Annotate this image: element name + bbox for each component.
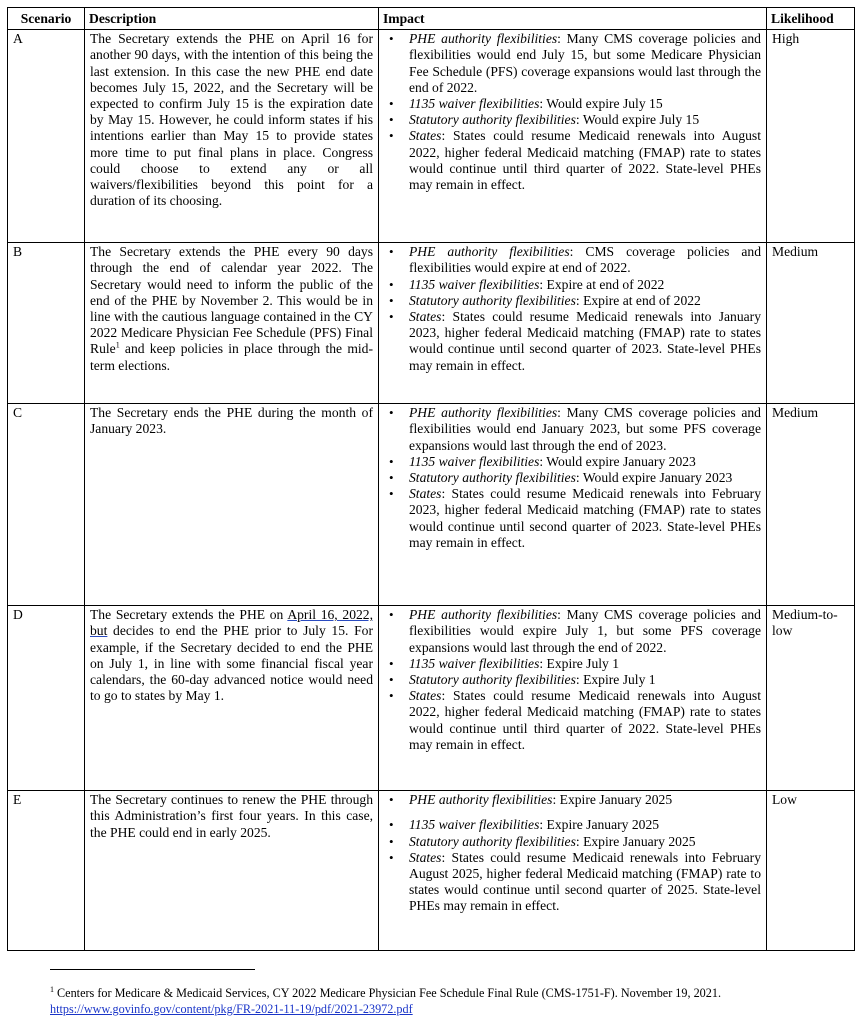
description-cell: The Secretary ends the PHE during the month of January 2023. [85, 404, 379, 606]
footnote-ref: 1 [115, 340, 120, 350]
impact-cell [379, 404, 767, 606]
table-header-row [8, 8, 855, 30]
likelihood-cell: Medium [767, 404, 855, 606]
impact-item: • States: States could resume Medicaid renewals into February 2023, higher federal Medicaid matching (FMAP) rate to states would continue until second quarter of 2023. State-level PHEs may remain in effect. [384, 486, 761, 551]
footnote-number: 1 [50, 984, 54, 994]
impact-item: • PHE authority flexibilities: Many CMS coverage policies and flexibilities would end July 15, but some Medicare Physician Fee Schedule (PFS) coverage expansions would last through the end of 2022. [384, 31, 761, 96]
scenario-cell: E [8, 791, 85, 951]
impact-item: • 1135 waiver flexibilities: Expire at end of 2022 [384, 277, 761, 293]
impact-item: • 1135 waiver flexibilities: Expire July 1 [384, 656, 761, 672]
table-row [8, 30, 855, 243]
impact-item: • Statutory authority flexibilities: Expire July 1 [384, 672, 761, 688]
impact-item: • Statutory authority flexibilities: Would expire July 15 [384, 112, 761, 128]
footnote [50, 985, 850, 1017]
scenario-cell: B [8, 243, 85, 404]
likelihood-cell: Low [767, 791, 855, 951]
impact-item: • PHE authority flexibilities: Many CMS coverage policies and flexibilities would end January 2023, but some PFS coverage expansions would last through the end of 2023. [384, 405, 761, 454]
likelihood-cell: High [767, 30, 855, 243]
header-likelihood: Likelihood [767, 8, 855, 30]
likelihood-cell: Medium [767, 243, 855, 404]
header-scenario: Scenario [8, 8, 85, 30]
likelihood-cell: Medium-to-low [767, 606, 855, 791]
header-impact: Impact [379, 8, 767, 30]
footnote-divider [50, 969, 255, 970]
description-cell: The Secretary extends the PHE on April 16 for another 90 days, with the intention of this being the last extension. In this case the new PHE end date becomes July 15, 2022, and the Secretary will be expected to confirm July 15 is the expiration date by May 15. However, he could inform states if his intentions earlier than May 15 to provide states more time to put final plans in place. Congress could choose to extend any or all waivers/flexibilities beyond this point for a duration of its choosing. [85, 30, 379, 243]
description-cell: The Secretary extends the PHE every 90 days through the end of calendar year 2022. The Secretary would need to inform the public of the end of the PHE by November 2. This would be in line with the cautious language contained in the CY 2022 Medicare Physician Fee Schedule (PFS) Final Rule$^1$ and keep policies in place through the mid-term elections. [85, 243, 379, 404]
impact-cell [379, 30, 767, 243]
impact-item: • Statutory authority flexibilities: Expire at end of 2022 [384, 293, 761, 309]
impact-cell [379, 606, 767, 791]
impact-item: • States: States could resume Medicaid renewals into August 2022, higher federal Medicaid matching (FMAP) rate to states would continue until third quarter of 2022. State-level PHEs may remain in effect. [384, 688, 761, 753]
footnote-link[interactable]: https://www.govinfo.gov/content/pkg/FR-2021-11-19/pdf/2021-23972.pdf [50, 1002, 413, 1016]
footnote-text: Centers for Medicare & Medicaid Services, CY 2022 Medicare Physician Fee Schedule Final Rule (CMS-1751-F). November 19, 2021. [54, 986, 722, 1000]
impact-item: • 1135 waiver flexibilities: Would expire January 2023 [384, 454, 761, 470]
impact-cell [379, 791, 767, 951]
underlined-date: April 16, 2022, but [90, 607, 373, 639]
scenario-cell: C [8, 404, 85, 606]
table-row [8, 791, 855, 951]
scenario-cell: D [8, 606, 85, 791]
impact-item: • PHE authority flexibilities: CMS coverage policies and flexibilities would expire at end of 2022. [384, 244, 761, 276]
impact-item: • States: States could resume Medicaid renewals into January 2023, higher federal Medicaid matching (FMAP) rate to states would continue until second quarter of 2023. State-level PHEs may remain in effect. [384, 309, 761, 374]
description-cell: The Secretary extends the PHE on April 16, 2022, but decides to end the PHE prior to July 15. For example, if the Secretary decided to end the PHE on July 1, in line with some financial fiscal year calendars, the 60-day advanced notice would need to go to states by May 1. [85, 606, 379, 791]
impact-item: • 1135 waiver flexibilities: Would expire July 15 [384, 96, 761, 112]
header-description: Description [85, 8, 379, 30]
description-cell: The Secretary continues to renew the PHE through this Administration’s first four years. In this case, the PHE could end in early 2025. [85, 791, 379, 951]
impact-item: • 1135 waiver flexibilities: Expire January 2025 [384, 817, 761, 833]
impact-item: • States: States could resume Medicaid renewals into February August 2025, higher federal Medicaid matching (FMAP) rate to states would continue until second quarter of 2025. State-level PHEs may remain in effect. [384, 850, 761, 915]
table-row [8, 243, 855, 404]
impact-item: • PHE authority flexibilities: Many CMS coverage policies and flexibilities would expire July 1, but some PFS coverage expansions would last through the end of 2022. [384, 607, 761, 656]
table-row [8, 404, 855, 606]
impact-item: • Statutory authority flexibilities: Expire January 2025 [384, 834, 761, 850]
impact-item: • States: States could resume Medicaid renewals into August 2022, higher federal Medicaid matching (FMAP) rate to states would continue until third quarter of 2022. State-level PHEs may remain in effect. [384, 128, 761, 193]
impact-cell [379, 243, 767, 404]
table-row [8, 606, 855, 791]
impact-item: • PHE authority flexibilities: Expire January 2025 [384, 792, 761, 808]
impact-item: • Statutory authority flexibilities: Would expire January 2023 [384, 470, 761, 486]
scenario-cell: A [8, 30, 85, 243]
scenario-table [7, 7, 855, 951]
